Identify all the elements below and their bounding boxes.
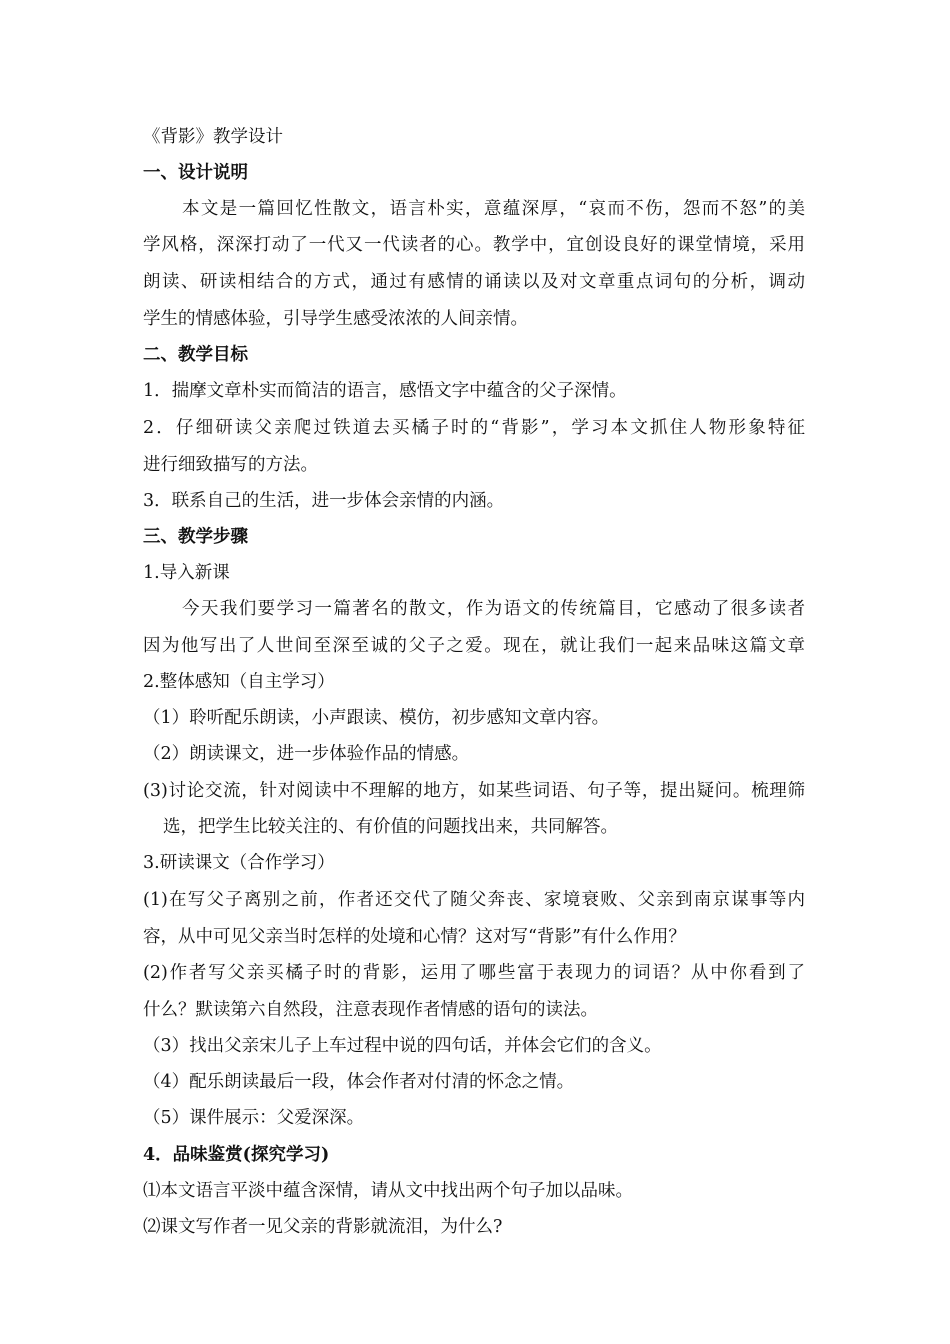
paragraph-line: 因为他写出了人世间至深至诚的父子之爱。现在，就让我们一起来品味这篇文章 (143, 636, 805, 656)
paragraph-line: 学风格，深深打动了一代又一代读者的心。教学中，宜创设良好的课堂情境，采用 (143, 235, 805, 255)
paragraph-line: 今天我们要学习一篇著名的散文，作为语文的传统篇目，它感动了很多读者 (182, 599, 805, 619)
step-title: 1.导入新课 (143, 563, 230, 583)
paragraph-line: 朗读、研读相结合的方式，通过有感情的诵读以及对文章重点词句的分析，调动 (143, 272, 805, 292)
step-item-continuation: 选，把学生比较关注的、有价值的问题找出来，共同解答。 (163, 817, 618, 837)
step-item: ⑴本文语言平淡中蕴含深情，请从文中找出两个句子加以品味。 (143, 1181, 633, 1201)
step-item-continuation: 什么？默读第六自然段，注意表现作者情感的语句的读法。 (143, 1000, 598, 1020)
paragraph-line: 学生的情感体验，引导学生感受浓浓的人间亲情。 (143, 309, 528, 329)
step-item-continuation: 容，从中可见父亲当时怎样的处境和心情？这对写“背影”有什么作用？ (143, 927, 686, 947)
section-heading-steps: 三、教学步骤 (143, 527, 248, 547)
step-item: (3)讨论交流，针对阅读中不理解的地方，如某些词语、句子等，提出疑问。梳理筛 (143, 781, 805, 801)
step-title: 4．品味鉴赏(探究学习) (143, 1145, 330, 1165)
step-item: ⑵课文写作者一见父亲的背影就流泪，为什么? (143, 1217, 503, 1237)
goal-item: 3．联系自己的生活，进一步体会亲情的内涵。 (143, 491, 505, 511)
goal-item-continuation: 进行细致描写的方法。 (143, 455, 318, 475)
step-item: （2）朗读课文，进一步体验作品的情感。 (143, 744, 470, 764)
section-heading-goals: 二、教学目标 (143, 345, 248, 365)
goal-item: 1．揣摩文章朴实而简洁的语言，感悟文字中蕴含的父子深情。 (143, 381, 627, 401)
step-item: （1）聆听配乐朗读，小声跟读、模仿，初步感知文章内容。 (143, 708, 610, 728)
goal-item: 2．仔细研读父亲爬过铁道去买橘子时的“背影”，学习本文抓住人物形象特征 (143, 418, 805, 438)
step-item: (1)在写父子离别之前，作者还交代了随父奔丧、家境衰败、父亲到南京谋事等内 (143, 890, 805, 910)
section-heading-design-notes: 一、设计说明 (143, 163, 248, 183)
document-title: 《背影》教学设计 (143, 127, 283, 147)
step-title: 2.整体感知（自主学习） (143, 672, 335, 692)
paragraph-line: 本文是一篇回忆性散文，语言朴实，意蕴深厚，“哀而不伤，怨而不怒”的美 (182, 199, 805, 219)
step-item: （3）找出父亲宋儿子上车过程中说的四句话，并体会它们的含义。 (143, 1036, 662, 1056)
step-item: (2)作者写父亲买橘子时的背影，运用了哪些富于表现力的词语？从中你看到了 (143, 963, 805, 983)
step-title: 3.研读课文（合作学习） (143, 853, 335, 873)
step-item: （5）课件展示：父爱深深。 (143, 1108, 365, 1128)
step-item: （4）配乐朗读最后一段，体会作者对付清的怀念之情。 (143, 1072, 575, 1092)
